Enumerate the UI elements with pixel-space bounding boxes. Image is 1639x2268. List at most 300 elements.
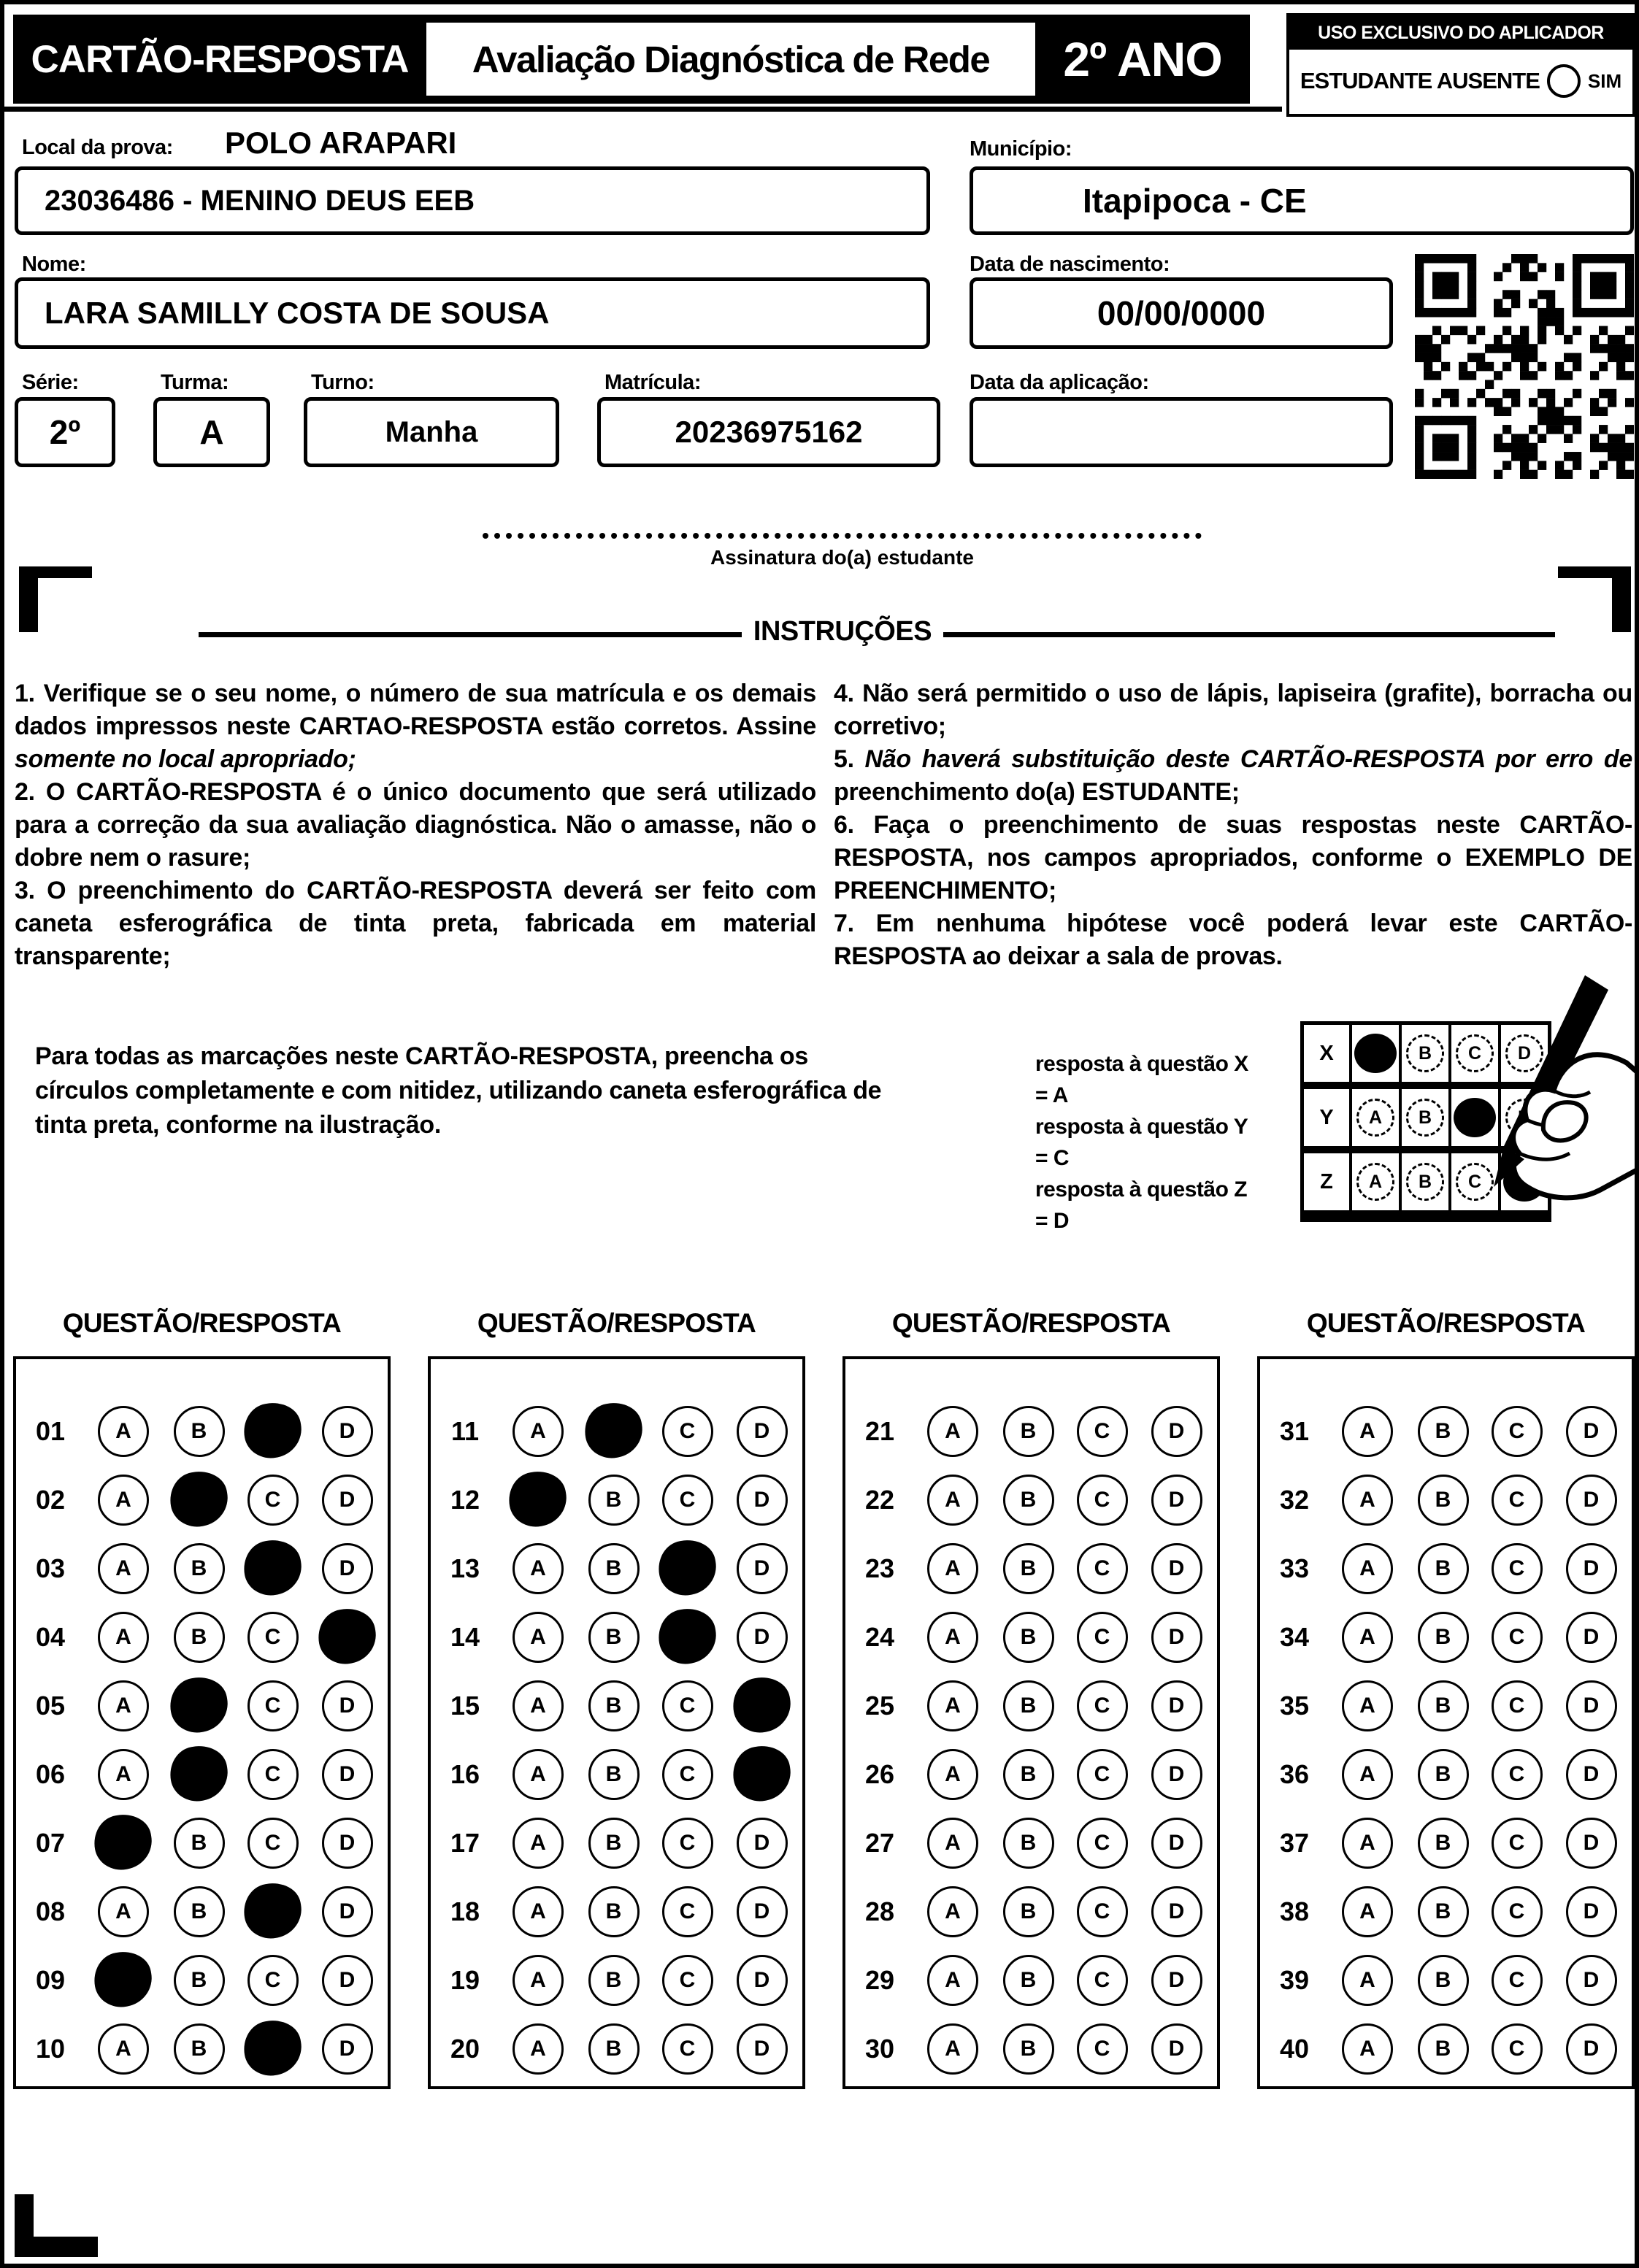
answer-bubble-q13-B[interactable] (588, 1543, 640, 1594)
bubble-outline: B (1418, 1680, 1469, 1731)
answer-bubble-q16-C[interactable] (662, 1749, 713, 1800)
bubble-outline: A (98, 1749, 149, 1800)
answer-bubble-q05-D[interactable] (322, 1680, 373, 1731)
bubble-outline: A (1342, 1612, 1393, 1663)
answer-bubble-q15-A[interactable] (513, 1680, 564, 1731)
question-number: 13 (450, 1553, 480, 1583)
answer-bubble-q02-A[interactable] (98, 1475, 149, 1526)
answer-bubble-q08-D[interactable] (322, 1886, 373, 1937)
answer-bubble-q09-C[interactable] (247, 1955, 299, 2006)
bubble-outline: D (1566, 1955, 1617, 2006)
answer-bubble-q36-A[interactable] (1342, 1749, 1393, 1800)
answer-bubble-q22-A[interactable] (927, 1475, 978, 1526)
question-number: 35 (1279, 1691, 1310, 1721)
bubble-outline: C (1492, 1543, 1543, 1594)
instructions-left-column (15, 677, 816, 973)
answer-bubble-q39-C[interactable] (1492, 1955, 1543, 2006)
answer-bubble-q29-B[interactable] (1003, 1955, 1054, 2006)
answer-bubble-q02-D[interactable] (322, 1475, 373, 1526)
bubble-outline: C (1492, 1749, 1543, 1800)
bubble-outline: C (1492, 1955, 1543, 2006)
example-row-label: X (1304, 1025, 1349, 1082)
municipality-value: Itapipoca - CE (1083, 182, 1307, 220)
instruction-item: 4. Não será permitido o uso de lápis, lapiseira (grafite), borracha ou corretivo; (834, 680, 1632, 740)
example-bubble: C (1456, 1163, 1494, 1201)
answer-bubble-q35-D[interactable] (1566, 1680, 1617, 1731)
signature-line[interactable] (483, 533, 1202, 539)
question-number: 14 (450, 1622, 480, 1652)
answer-bubble-q40-D[interactable] (1566, 2023, 1617, 2075)
answer-bubble-q36-B[interactable] (1418, 1749, 1469, 1800)
bubble-outline: A (927, 1475, 978, 1526)
answers-column-4 (1257, 1356, 1635, 2089)
answer-bubble-q17-D[interactable] (737, 1818, 788, 1869)
answer-bubble-q33-C[interactable] (1492, 1543, 1543, 1594)
bubble-outline: B (174, 2023, 225, 2075)
answer-bubble-q02-B[interactable] (174, 1475, 225, 1526)
answer-bubble-q20-D[interactable] (737, 2023, 788, 2075)
question-number: 29 (864, 1965, 895, 1995)
matricula-label: Matrícula: (604, 371, 701, 394)
answer-bubble-q04-C[interactable] (247, 1612, 299, 1663)
answer-bubble-q21-D[interactable] (1151, 1406, 1202, 1457)
answer-bubble-q18-A[interactable] (513, 1886, 564, 1937)
bubble-outline: B (1003, 2023, 1054, 2075)
answer-bubble-q28-D[interactable] (1151, 1886, 1202, 1937)
answer-bubble-q10-B[interactable] (174, 2023, 225, 2075)
answer-bubble-q14-D[interactable] (737, 1612, 788, 1663)
answer-bubble-q33-A[interactable] (1342, 1543, 1393, 1594)
answer-bubble-q18-D[interactable] (737, 1886, 788, 1937)
bubble-outline: A (1342, 1475, 1393, 1526)
answer-bubble-q34-A[interactable] (1342, 1612, 1393, 1663)
answer-bubble-q07-A[interactable] (98, 1818, 149, 1869)
answer-bubble-q40-C[interactable] (1492, 2023, 1543, 2075)
answer-bubble-q14-A[interactable] (513, 1612, 564, 1663)
answer-bubble-q12-B[interactable] (588, 1475, 640, 1526)
question-number: 19 (450, 1965, 480, 1995)
question-number: 32 (1279, 1485, 1310, 1515)
name-label: Nome: (22, 253, 86, 276)
local-value: POLO ARAPARI (225, 126, 457, 160)
application-date-field[interactable] (970, 397, 1393, 467)
answer-bubble-q03-C[interactable] (247, 1543, 299, 1594)
answer-bubble-q35-C[interactable] (1492, 1680, 1543, 1731)
filled-mark (239, 1536, 306, 1600)
answer-bubble-q31-A[interactable] (1342, 1406, 1393, 1457)
bubble-outline: D (1566, 1818, 1617, 1869)
instructions-divider-left (199, 632, 742, 637)
bubble-outline: A (927, 1612, 978, 1663)
answer-bubble-q16-D[interactable] (737, 1749, 788, 1800)
answers-section-title: QUESTÃO/RESPOSTA (1306, 1308, 1586, 1338)
answer-bubble-q08-A[interactable] (98, 1886, 149, 1937)
question-number: 30 (864, 2034, 895, 2064)
answers-section-title: QUESTÃO/RESPOSTA (891, 1308, 1171, 1338)
answer-bubble-q18-C[interactable] (662, 1886, 713, 1937)
answer-bubble-q18-B[interactable] (588, 1886, 640, 1937)
answer-bubble-q15-B[interactable] (588, 1680, 640, 1731)
answer-bubble-q28-B[interactable] (1003, 1886, 1054, 1937)
applicator-box (1286, 13, 1635, 117)
answer-bubble-q37-C[interactable] (1492, 1818, 1543, 1869)
answer-bubble-q24-B[interactable] (1003, 1612, 1054, 1663)
answer-bubble-q16-B[interactable] (588, 1749, 640, 1800)
hand-with-pen-icon (1435, 975, 1639, 1223)
instruction-item: 7. Em nenhuma hipótese você poderá levar este CARTÃO-RESPOSTA ao deixar a sala de provas. (834, 910, 1632, 970)
bubble-outline: A (98, 1886, 149, 1937)
bubble-outline: D (1151, 1543, 1202, 1594)
answer-bubble-q27-C[interactable] (1077, 1818, 1128, 1869)
bubble-outline: C (662, 1475, 713, 1526)
answer-bubble-q07-C[interactable] (247, 1818, 299, 1869)
answer-bubble-q19-D[interactable] (737, 1955, 788, 2006)
bubble-outline: A (513, 1612, 564, 1663)
answer-bubble-q39-B[interactable] (1418, 1955, 1469, 2006)
municipality-label: Município: (970, 137, 1072, 161)
assessment-title-box (426, 23, 1035, 96)
answer-bubble-q38-D[interactable] (1566, 1886, 1617, 1937)
answer-bubble-q30-C[interactable] (1077, 2023, 1128, 2075)
bubble-outline: B (1003, 1543, 1054, 1594)
bubble-outline: D (322, 1749, 373, 1800)
answer-bubble-q37-D[interactable] (1566, 1818, 1617, 1869)
filled-mark (729, 1742, 795, 1806)
answer-bubble-q26-C[interactable] (1077, 1749, 1128, 1800)
answer-bubble-q06-B[interactable] (174, 1749, 225, 1800)
answer-bubble-q04-B[interactable] (174, 1612, 225, 1663)
answer-bubble-q22-C[interactable] (1077, 1475, 1128, 1526)
answer-bubble-q34-D[interactable] (1566, 1612, 1617, 1663)
bubble-outline: C (247, 1680, 299, 1731)
answer-bubble-q11-C[interactable] (662, 1406, 713, 1457)
bubble-outline: C (247, 1749, 299, 1800)
answer-bubble-q38-A[interactable] (1342, 1886, 1393, 1937)
answers-column-2 (428, 1356, 805, 2089)
example-legend-line: resposta à questão X = A (1035, 1052, 1248, 1107)
answer-bubble-q11-A[interactable] (513, 1406, 564, 1457)
filled-mark (504, 1467, 571, 1531)
answer-bubble-q19-A[interactable] (513, 1955, 564, 2006)
instruction-item: 3. O preenchimento do CARTÃO-RESPOSTA deverá ser feito com caneta esferográfica de tinta preta, fabricada em material transparente; (15, 877, 816, 970)
answer-bubble-q30-A[interactable] (927, 2023, 978, 2075)
answer-bubble-q24-A[interactable] (927, 1612, 978, 1663)
answer-bubble-q40-A[interactable] (1342, 2023, 1393, 2075)
answer-bubble-q36-C[interactable] (1492, 1749, 1543, 1800)
answer-bubble-q39-D[interactable] (1566, 1955, 1617, 2006)
answer-bubble-q12-D[interactable] (737, 1475, 788, 1526)
answer-bubble-q06-D[interactable] (322, 1749, 373, 1800)
absent-bubble[interactable] (1547, 64, 1581, 98)
answer-bubble-q01-B[interactable] (174, 1406, 225, 1457)
answer-bubble-q28-C[interactable] (1077, 1886, 1128, 1937)
bubble-outline: A (927, 1886, 978, 1937)
answer-bubble-q07-B[interactable] (174, 1818, 225, 1869)
answer-bubble-q14-C[interactable] (662, 1612, 713, 1663)
answer-bubble-q12-A[interactable] (513, 1475, 564, 1526)
filled-mark (314, 1604, 380, 1669)
answer-bubble-q32-C[interactable] (1492, 1475, 1543, 1526)
answer-bubble-q17-A[interactable] (513, 1818, 564, 1869)
bubble-outline: A (98, 1475, 149, 1526)
answer-bubble-q11-D[interactable] (737, 1406, 788, 1457)
answer-bubble-q26-A[interactable] (927, 1749, 978, 1800)
answer-bubble-q20-B[interactable] (588, 2023, 640, 2075)
answer-bubble-q32-A[interactable] (1342, 1475, 1393, 1526)
bubble-outline: B (1418, 1543, 1469, 1594)
bubble-outline: A (927, 2023, 978, 2075)
example-bubble: C (1456, 1034, 1494, 1072)
question-number: 28 (864, 1896, 895, 1926)
answer-bubble-q24-D[interactable] (1151, 1612, 1202, 1663)
answer-bubble-q21-B[interactable] (1003, 1406, 1054, 1457)
municipality-field (970, 166, 1634, 235)
answer-bubble-q20-A[interactable] (513, 2023, 564, 2075)
answer-bubble-q38-B[interactable] (1418, 1886, 1469, 1937)
answer-bubble-q05-C[interactable] (247, 1680, 299, 1731)
question-number: 05 (35, 1691, 66, 1721)
question-number: 16 (450, 1759, 480, 1789)
answer-bubble-q28-A[interactable] (927, 1886, 978, 1937)
answer-bubble-q25-B[interactable] (1003, 1680, 1054, 1731)
bubble-outline: B (174, 1818, 225, 1869)
answer-bubble-q40-B[interactable] (1418, 2023, 1469, 2075)
bubble-outline: A (513, 1680, 564, 1731)
question-number: 06 (35, 1759, 66, 1789)
matricula-value: 20236975162 (675, 415, 863, 449)
answer-bubble-q33-D[interactable] (1566, 1543, 1617, 1594)
bubble-outline: C (1492, 1406, 1543, 1457)
example-bubble: D (1505, 1034, 1543, 1072)
answer-bubble-q23-A[interactable] (927, 1543, 978, 1594)
answer-bubble-q25-D[interactable] (1151, 1680, 1202, 1731)
answer-bubble-q21-C[interactable] (1077, 1406, 1128, 1457)
answer-bubble-q08-C[interactable] (247, 1886, 299, 1937)
bubble-outline: B (588, 1680, 640, 1731)
bubble-outline: C (1492, 2023, 1543, 2075)
answer-bubble-q35-B[interactable] (1418, 1680, 1469, 1731)
bubble-outline: C (1077, 1475, 1128, 1526)
bubble-outline: A (1342, 1680, 1393, 1731)
example-bubble: A (1356, 1099, 1394, 1137)
birthdate-value: 00/00/0000 (1097, 294, 1266, 332)
header-band (13, 15, 1250, 104)
answer-bubble-q06-C[interactable] (247, 1749, 299, 1800)
bubble-outline: A (513, 1886, 564, 1937)
answer-bubble-q10-D[interactable] (322, 2023, 373, 2075)
bubble-outline: D (322, 1406, 373, 1457)
answer-bubble-q08-B[interactable] (174, 1886, 225, 1937)
bubble-outline: D (1566, 1543, 1617, 1594)
instruction-item: 6. Faça o preenchimento de suas respostas neste CARTÃO-RESPOSTA, nos campos apropriados, conforme o EXEMPLO DE PREENCHIMENTO; (834, 811, 1632, 904)
bubble-outline: B (1418, 1955, 1469, 2006)
answer-bubble-q05-B[interactable] (174, 1680, 225, 1731)
answer-bubble-q22-D[interactable] (1151, 1475, 1202, 1526)
bubble-outline: B (1003, 1612, 1054, 1663)
corner-mark-top-right (1558, 566, 1631, 632)
example-bubble: B (1406, 1099, 1444, 1137)
birthdate-field (970, 277, 1393, 349)
answer-bubble-q06-A[interactable] (98, 1749, 149, 1800)
answer-bubble-q15-C[interactable] (662, 1680, 713, 1731)
bubble-outline: B (174, 1612, 225, 1663)
bubble-outline: A (513, 1955, 564, 2006)
bubble-outline: B (588, 1475, 640, 1526)
answer-bubble-q30-B[interactable] (1003, 2023, 1054, 2075)
answer-bubble-q14-B[interactable] (588, 1612, 640, 1663)
bubble-outline: B (1418, 1886, 1469, 1937)
answer-bubble-q34-C[interactable] (1492, 1612, 1543, 1663)
answer-bubble-q20-C[interactable] (662, 2023, 713, 2075)
bubble-outline: C (247, 1955, 299, 2006)
question-number: 25 (864, 1691, 895, 1721)
question-number: 02 (35, 1485, 66, 1515)
bubble-outline: C (662, 1886, 713, 1937)
answer-bubble-q04-D[interactable] (322, 1612, 373, 1663)
answer-bubble-q02-C[interactable] (247, 1475, 299, 1526)
answer-bubble-q09-A[interactable] (98, 1955, 149, 2006)
question-number: 33 (1279, 1553, 1310, 1583)
answer-bubble-q23-D[interactable] (1151, 1543, 1202, 1594)
filled-mark (239, 2016, 306, 2080)
answer-bubble-q05-A[interactable] (98, 1680, 149, 1731)
answer-bubble-q37-A[interactable] (1342, 1818, 1393, 1869)
answer-bubble-q21-A[interactable] (927, 1406, 978, 1457)
bubble-outline: D (737, 1818, 788, 1869)
answer-bubble-q37-B[interactable] (1418, 1818, 1469, 1869)
answer-bubble-q36-D[interactable] (1566, 1749, 1617, 1800)
instructions-right-column (834, 677, 1632, 973)
answer-bubble-q09-B[interactable] (174, 1955, 225, 2006)
answer-bubble-q31-C[interactable] (1492, 1406, 1543, 1457)
bubble-outline: C (1492, 1475, 1543, 1526)
answer-bubble-q35-A[interactable] (1342, 1680, 1393, 1731)
answer-bubble-q03-A[interactable] (98, 1543, 149, 1594)
answer-bubble-q01-C[interactable] (247, 1406, 299, 1457)
bubble-outline: B (1418, 1406, 1469, 1457)
answer-bubble-q03-B[interactable] (174, 1543, 225, 1594)
example-legend-line: resposta à questão Z = D (1035, 1177, 1248, 1233)
answer-bubble-q22-B[interactable] (1003, 1475, 1054, 1526)
bubble-outline: D (737, 2023, 788, 2075)
answer-bubble-q27-D[interactable] (1151, 1818, 1202, 1869)
answer-bubble-q34-B[interactable] (1418, 1612, 1469, 1663)
bubble-outline: C (1077, 1612, 1128, 1663)
bubble-outline: D (322, 1475, 373, 1526)
bubble-outline: C (247, 1818, 299, 1869)
answer-bubble-q19-C[interactable] (662, 1955, 713, 2006)
bubble-outline: C (1492, 1612, 1543, 1663)
bubble-outline: D (1566, 1680, 1617, 1731)
answer-bubble-q15-D[interactable] (737, 1680, 788, 1731)
answer-bubble-q17-C[interactable] (662, 1818, 713, 1869)
answer-bubble-q27-A[interactable] (927, 1818, 978, 1869)
bubble-outline: B (174, 1543, 225, 1594)
answer-bubble-q39-A[interactable] (1342, 1955, 1393, 2006)
bubble-outline: D (737, 1612, 788, 1663)
question-number: 26 (864, 1759, 895, 1789)
answer-bubble-q11-B[interactable] (588, 1406, 640, 1457)
bubble-outline: A (1342, 1955, 1393, 2006)
answer-bubble-q31-D[interactable] (1566, 1406, 1617, 1457)
applicator-title: USO EXCLUSIVO DO APLICADOR (1289, 16, 1632, 50)
example-row-label: Y (1304, 1089, 1349, 1146)
answer-bubble-q32-B[interactable] (1418, 1475, 1469, 1526)
example-legend (1035, 1048, 1262, 1237)
answer-bubble-q10-A[interactable] (98, 2023, 149, 2075)
bubble-outline: D (1151, 1680, 1202, 1731)
filled-mark (654, 1604, 721, 1669)
answer-bubble-q26-B[interactable] (1003, 1749, 1054, 1800)
answer-bubble-q03-D[interactable] (322, 1543, 373, 1594)
answer-bubble-q23-B[interactable] (1003, 1543, 1054, 1594)
answer-bubble-q29-A[interactable] (927, 1955, 978, 2006)
answer-bubble-q04-A[interactable] (98, 1612, 149, 1663)
question-number: 12 (450, 1485, 480, 1515)
application-date-label: Data da aplicação: (970, 371, 1149, 394)
answer-bubble-q25-A[interactable] (927, 1680, 978, 1731)
answer-bubble-q01-A[interactable] (98, 1406, 149, 1457)
answer-bubble-q27-B[interactable] (1003, 1818, 1054, 1869)
answer-bubble-q29-D[interactable] (1151, 1955, 1202, 2006)
bubble-outline: D (1566, 2023, 1617, 2075)
answer-bubble-q13-C[interactable] (662, 1543, 713, 1594)
instruction-item: 1. Verifique se o seu nome, o número de sua matrícula e os demais dados impressos neste CARTAO-RESPOSTA estão corretos. Assine somente no local apropriado; (15, 680, 816, 773)
answer-bubble-q33-B[interactable] (1418, 1543, 1469, 1594)
header-underline (4, 107, 1282, 112)
answer-bubble-q24-C[interactable] (1077, 1612, 1128, 1663)
example-bubble: A (1356, 1163, 1394, 1201)
answer-bubble-q13-A[interactable] (513, 1543, 564, 1594)
filled-mark (654, 1536, 721, 1600)
bubble-outline: A (513, 2023, 564, 2075)
corner-mark-top-left (19, 566, 92, 632)
bubble-outline: A (98, 1680, 149, 1731)
answer-bubble-q32-D[interactable] (1566, 1475, 1617, 1526)
question-number: 36 (1279, 1759, 1310, 1789)
answer-bubble-q17-B[interactable] (588, 1818, 640, 1869)
answer-bubble-q10-C[interactable] (247, 2023, 299, 2075)
bubble-outline: B (1003, 1475, 1054, 1526)
answer-bubble-q25-C[interactable] (1077, 1680, 1128, 1731)
answer-bubble-q30-D[interactable] (1151, 2023, 1202, 2075)
bubble-outline: D (1151, 1475, 1202, 1526)
bubble-outline: D (737, 1406, 788, 1457)
answer-bubble-q01-D[interactable] (322, 1406, 373, 1457)
instruction-item: 2. O CARTÃO-RESPOSTA é o único documento que será utilizado para a correção da sua avaliação diagnóstica. Não o amasse, não o dobre nem o rasure; (15, 778, 816, 872)
bubble-outline: A (927, 1680, 978, 1731)
answer-bubble-q19-B[interactable] (588, 1955, 640, 2006)
bubble-outline: C (1077, 2023, 1128, 2075)
instructions-divider-right (943, 632, 1555, 637)
answer-bubble-q31-B[interactable] (1418, 1406, 1469, 1457)
answer-bubble-q12-C[interactable] (662, 1475, 713, 1526)
name-field (15, 277, 930, 349)
bubble-outline: A (98, 1612, 149, 1663)
answer-bubble-q26-D[interactable] (1151, 1749, 1202, 1800)
answer-bubble-q07-D[interactable] (322, 1818, 373, 1869)
answer-bubble-q13-D[interactable] (737, 1543, 788, 1594)
answer-bubble-q16-A[interactable] (513, 1749, 564, 1800)
question-number: 38 (1279, 1896, 1310, 1926)
bubble-outline: A (98, 2023, 149, 2075)
answer-bubble-q09-D[interactable] (322, 1955, 373, 2006)
answer-bubble-q29-C[interactable] (1077, 1955, 1128, 2006)
answer-bubble-q38-C[interactable] (1492, 1886, 1543, 1937)
bubble-outline: C (1492, 1818, 1543, 1869)
example-bubble: B (1406, 1163, 1444, 1201)
answer-bubble-q23-C[interactable] (1077, 1543, 1128, 1594)
